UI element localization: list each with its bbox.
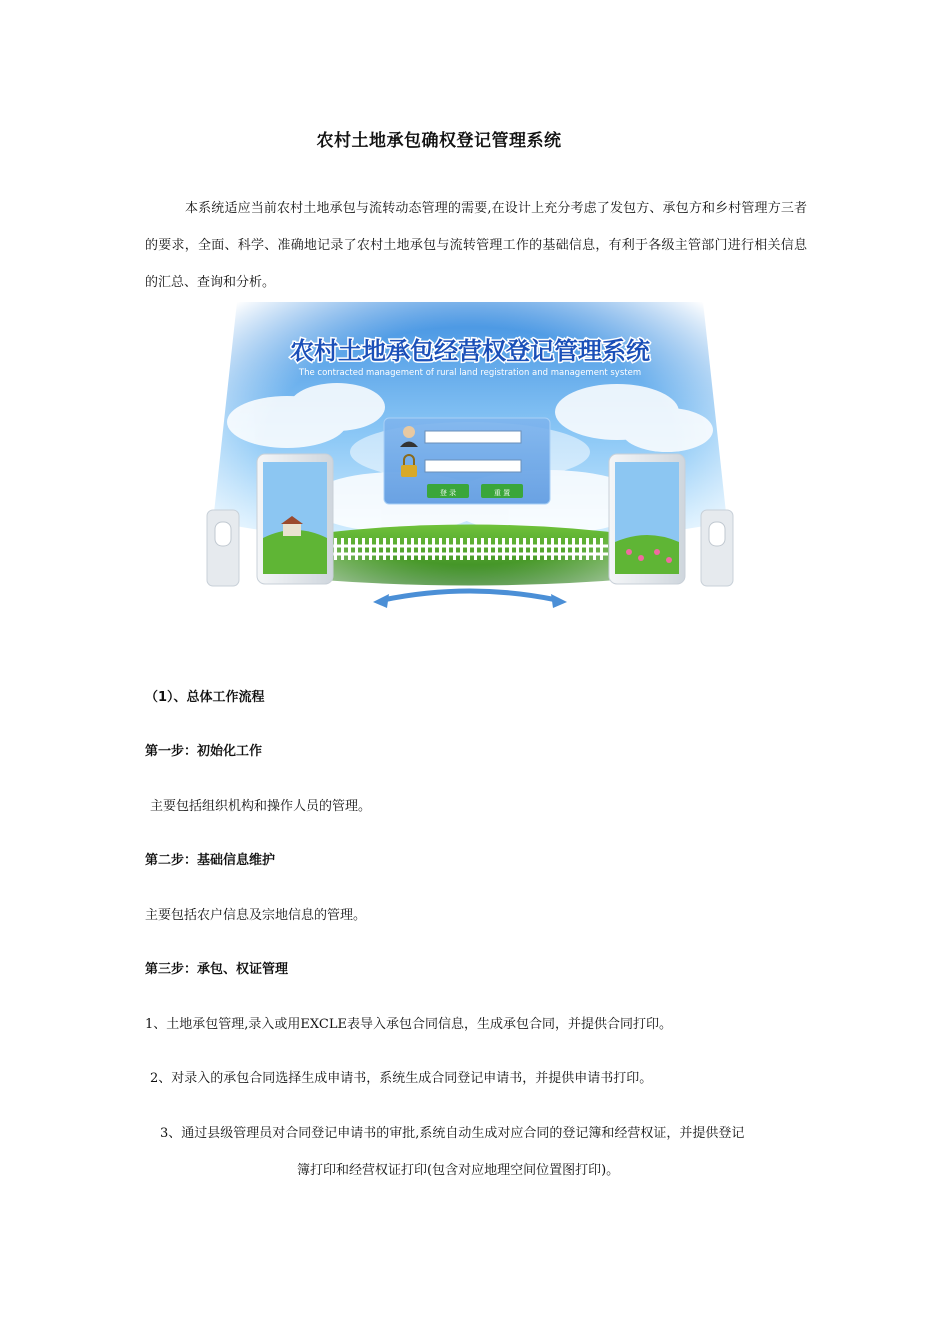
screenshot-subtitle: The contracted management of rural land registration and management system bbox=[298, 368, 642, 378]
step3-item-1: 1、土地承包管理,录入或用EXCLE表导入承包合同信息，生成承包合同，并提供合同打印。 bbox=[145, 1017, 672, 1032]
step2-text: 主要包括农户信息及宗地信息的管理。 bbox=[145, 908, 367, 923]
document-title: 农村土地承包确权登记管理系统 bbox=[316, 131, 562, 151]
step3-item-2: 2、对录入的承包合同选择生成申请书，系统生成合同登记申请书，并提供申请书打印。 bbox=[150, 1071, 653, 1086]
step3-item-3-line1: 3、通过县级管理员对合同登记申请书的审批,系统自动生成对应合同的登记簿和经营权证，并提供登记 bbox=[160, 1126, 745, 1141]
step1-text: 主要包括组织机构和操作人员的管理。 bbox=[150, 799, 372, 814]
intro-paragraph: 本系统适应当前农村土地承包与流转动态管理的需要,在设计上充分考虑了发包方、承包方和乡村管理方三者的要求，全面、科学、准确地记录了农村土地承包与流转管理工作的基础信息，有利于各级主管部门进行相关信息的汇总、查询和分析。 bbox=[145, 201, 807, 290]
reset-button-label: 重 置 bbox=[493, 489, 511, 497]
login-screenshot bbox=[197, 302, 743, 622]
step3-item-3-line2: 簿打印和经营权证打印(包含对应地理空间位置图打印)。 bbox=[297, 1163, 620, 1178]
step2-heading: 第二步：基础信息维护 bbox=[145, 853, 276, 868]
login-button-label: 登 录 bbox=[439, 489, 457, 497]
section-heading-workflow: （1）、总体工作流程 bbox=[145, 690, 265, 705]
step1-heading: 第一步：初始化工作 bbox=[145, 744, 263, 759]
username-input[interactable] bbox=[425, 431, 521, 443]
screenshot-title: 农村土地承包经营权登记管理系统 bbox=[290, 337, 650, 365]
step3-heading: 第三步：承包、权证管理 bbox=[145, 962, 289, 977]
password-input[interactable] bbox=[425, 460, 521, 472]
